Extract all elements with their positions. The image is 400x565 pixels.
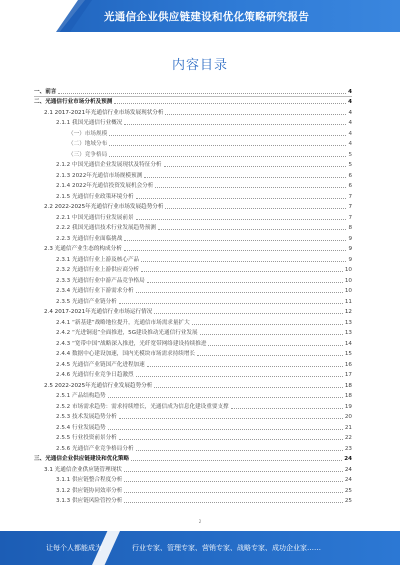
toc-leader-dots	[192, 324, 343, 325]
toc-entry[interactable]	[34, 306, 352, 317]
toc-entry[interactable]	[34, 180, 352, 191]
toc-entry-title: 3.1.2 供应链协同效率分析	[56, 487, 123, 494]
toc-divider	[34, 96, 352, 97]
toc-entry[interactable]	[34, 474, 352, 485]
toc-entry-page: 12	[344, 309, 352, 315]
toc-entry[interactable]	[34, 390, 352, 401]
toc-entry-title: 3.1 光通信企业供应链管理现状	[44, 466, 122, 473]
toc-entry[interactable]	[34, 243, 352, 254]
toc-entry[interactable]	[34, 463, 352, 474]
toc-entry-title: 2.4.5 光通信产业链国产化进程加速	[56, 361, 145, 368]
toc-leader-dots	[208, 345, 342, 346]
toc-leader-dots	[124, 240, 346, 241]
toc-leader-dots	[147, 282, 343, 283]
page-header-banner	[0, 0, 400, 32]
toc-entry-page: 23	[344, 445, 352, 452]
toc-entry-title: 三、光通信企业供应链建设和优化策略	[34, 456, 130, 462]
toc-entry-page: 4	[348, 120, 352, 126]
toc-entry-title: （二）地域分布	[68, 141, 108, 147]
toc-entry-page: 5	[348, 151, 352, 158]
toc-entry-title: 2.3.5 光通信产业链分析	[56, 298, 117, 305]
toc-entry-title: 2.2.1 中国光通信行业发展前景	[56, 214, 134, 221]
toc-entry-page: 18	[344, 382, 352, 389]
table-of-contents	[34, 85, 352, 505]
toc-entry-title: 2.5.6 光通信产业竞争格局分析	[56, 445, 134, 452]
toc-entry-page: 21	[344, 424, 352, 431]
toc-entry-title: 2.4.4 数据中心建设加速，国内光模块市场需求持续增长	[56, 351, 196, 357]
toc-entry-page: 22	[344, 435, 352, 441]
toc-entry-title: 2.3.1 光通信行业上游及核心产品	[56, 256, 140, 263]
toc-entry-page: 17	[344, 372, 352, 378]
toc-entry[interactable]	[34, 190, 352, 201]
toc-leader-dots	[109, 156, 346, 157]
toc-entry-page: 24	[344, 477, 352, 483]
toc-entry-page: 7	[348, 204, 352, 210]
toc-entry-page: 9	[348, 235, 352, 242]
toc-entry-title: 2.5.4 行业发展趋势	[56, 424, 106, 431]
toc-entry-title: 2.2.3 光通信行业面临挑战	[56, 235, 123, 242]
toc-leader-dots	[136, 450, 343, 451]
toc-entry-title: 3.1.1 供应链整合程度分析	[56, 477, 123, 483]
toc-entry[interactable]	[34, 117, 352, 128]
toc-entry[interactable]	[34, 442, 352, 453]
toc-entry[interactable]	[34, 106, 352, 117]
toc-leader-dots	[124, 492, 343, 493]
toc-entry[interactable]	[34, 348, 352, 359]
toc-entry-page: 11	[344, 298, 352, 305]
toc-entry-title: 一、前言	[34, 88, 57, 95]
toc-entry-title: 2.5.1 产品结构趋势	[56, 393, 106, 399]
toc-entry[interactable]	[34, 337, 352, 348]
toc-entry-page: 5	[348, 162, 352, 168]
toc-entry[interactable]	[34, 358, 352, 369]
toc-leader-dots	[158, 229, 347, 230]
toc-leader-dots	[164, 166, 347, 167]
toc-entry-page: 24	[344, 466, 352, 473]
toc-entry-title: 2.4.6 光通信行业竞争日趋激烈	[56, 372, 134, 378]
toc-leader-dots	[165, 114, 346, 115]
toc-leader-dots	[200, 334, 343, 335]
toc-entry-page: 10	[344, 277, 352, 284]
toc-leader-dots	[109, 145, 346, 146]
toc-entry[interactable]	[34, 421, 352, 432]
toc-entry-page: 25	[344, 487, 352, 494]
toc-entry-title: 二、光通信行业市场分析及预测	[34, 99, 113, 105]
toc-entry-page: 14	[344, 340, 352, 347]
toc-entry-page: 20	[344, 414, 352, 420]
toc-leader-dots	[124, 502, 343, 503]
toc-leader-dots	[141, 271, 343, 272]
toc-entry-title: 2.1.1 我国光通信行业概况	[56, 120, 123, 126]
toc-entry[interactable]	[34, 222, 352, 233]
toc-entry[interactable]	[34, 411, 352, 422]
toc-entry-page: 4	[348, 99, 352, 105]
toc-entry-title: 2.5 2022-2025年光通信行业发展趋势分析	[44, 382, 153, 389]
toc-entry-title: （一）市场规模	[68, 130, 108, 137]
toc-entry-page: 7	[348, 193, 352, 200]
toc-leader-dots	[136, 292, 343, 293]
toc-leader-dots	[109, 135, 346, 136]
toc-entry[interactable]	[34, 369, 352, 380]
toc-entry-page: 10	[344, 288, 352, 294]
toc-entry-title: 2.3.2 光通信行业上游供应商分析	[56, 267, 140, 273]
toc-entry-page: 7	[348, 214, 352, 221]
toc-leader-dots	[155, 187, 346, 188]
toc-leader-dots	[136, 198, 347, 199]
toc-entry[interactable]	[34, 285, 352, 296]
toc-entry-page: 10	[344, 267, 352, 273]
toc-heading: 内容目录	[171, 58, 228, 73]
toc-entry-title: 2.4.1 “新基建”战略地位提升，光通信市场需求量扩大	[56, 319, 190, 326]
toc-entry[interactable]	[34, 159, 352, 170]
footer-slogan: 让每个人都能成为	[46, 544, 102, 552]
toc-entry[interactable]	[34, 253, 352, 264]
toc-entry-title: （三）竞争格局	[68, 151, 108, 158]
page-number: 2	[198, 519, 202, 524]
toc-entry-page: 15	[344, 351, 352, 357]
toc-entry-page: 9	[348, 256, 352, 263]
toc-entry[interactable]	[34, 85, 352, 96]
toc-leader-dots	[58, 93, 346, 94]
toc-entry-title: 2.1.2 中国光通信企业发展现状及特征分析	[56, 162, 162, 168]
toc-leader-dots	[119, 303, 343, 304]
toc-entry[interactable]	[34, 232, 352, 243]
toc-entry-title: 2.2.2 我国光通信技术行业发展趋势预测	[56, 225, 156, 231]
toc-entry[interactable]	[34, 169, 352, 180]
toc-entry[interactable]	[34, 432, 352, 443]
toc-entry-title: 2.3 光通信产业生态的构成分析	[44, 246, 122, 252]
toc-entry-title: 2.1 2017-2021年光通信行业市场发展现状分析	[44, 109, 164, 116]
toc-entry[interactable]	[34, 295, 352, 306]
toc-entry-page: 6	[348, 172, 352, 179]
toc-entry[interactable]	[34, 201, 352, 212]
footer-roles: 行业专家、管理专家、营销专家、战略专家、成功企业家……	[132, 544, 321, 552]
toc-leader-dots	[197, 355, 343, 356]
toc-entry-page: 4	[348, 130, 352, 137]
toc-entry-title: 2.5.5 行业投资前景分析	[56, 435, 117, 441]
toc-leader-dots	[141, 261, 346, 262]
toc-entry[interactable]	[34, 96, 352, 107]
toc-leader-dots	[144, 177, 346, 178]
toc-entry-title: 2.4 2017-2021年光通信行业市场运行情况	[44, 309, 153, 315]
toc-leader-dots	[119, 439, 343, 440]
toc-entry-page: 19	[344, 403, 352, 410]
toc-entry[interactable]	[34, 264, 352, 275]
toc-entry-page: 9	[348, 246, 352, 252]
toc-leader-dots	[136, 376, 343, 377]
toc-entry[interactable]	[34, 211, 352, 222]
toc-entry[interactable]	[34, 453, 352, 464]
toc-leader-dots	[124, 250, 347, 251]
toc-leader-dots	[119, 418, 343, 419]
toc-leader-dots	[108, 397, 343, 398]
toc-entry-title: 2.4.2 “光进铜退”全面推进，5G建设推动光通信行业发展	[56, 330, 198, 336]
toc-entry-page: 8	[348, 225, 352, 231]
toc-entry-page: 25	[344, 498, 352, 504]
toc-entry[interactable]	[34, 148, 352, 159]
toc-entry-page: 4	[348, 109, 352, 116]
toc-leader-dots	[124, 124, 346, 125]
toc-entry[interactable]	[34, 274, 352, 285]
toc-leader-dots	[165, 208, 346, 209]
toc-entry-page: 4	[348, 88, 352, 95]
toc-leader-dots	[124, 471, 343, 472]
toc-entry-title: 2.2 2022-2025年光通信行业市场发展趋势分析	[44, 204, 164, 210]
toc-entry[interactable]	[34, 327, 352, 338]
toc-entry-title: 2.1.3 2022年光通信市场规模预测	[56, 172, 143, 179]
toc-entry-page: 4	[348, 141, 352, 147]
toc-entry[interactable]	[34, 379, 352, 390]
toc-entry[interactable]	[34, 495, 352, 506]
toc-entry[interactable]	[34, 484, 352, 495]
toc-leader-dots	[131, 460, 342, 461]
toc-leader-dots	[154, 387, 343, 388]
report-title: 光通信企业供应链建设和优化策略研究报告	[104, 11, 310, 23]
toc-entry-title: 3.1.3 供应链风险管控分析	[56, 498, 123, 504]
toc-entry-page: 24	[344, 456, 352, 462]
page-footer-banner	[0, 531, 400, 565]
toc-entry-page: 13	[344, 319, 352, 326]
toc-entry[interactable]	[34, 400, 352, 411]
toc-entry-title: 2.5.2 市场需求趋势：需求持续增长，光通信成为信息化建设重要支撑	[56, 403, 229, 410]
toc-entry-page: 18	[344, 393, 352, 399]
toc-entry-title: 2.1.4 2022年光通信投资发展机会分析	[56, 183, 154, 189]
toc-leader-dots	[114, 103, 346, 104]
toc-entry-page: 13	[344, 330, 352, 336]
toc-entry[interactable]	[34, 316, 352, 327]
toc-entry-title: 2.3.3 光通信行业中游产品竞争格局	[56, 277, 145, 284]
toc-leader-dots	[124, 481, 343, 482]
toc-entry-title: 2.3.4 光通信行业下游需求分析	[56, 288, 134, 294]
toc-leader-dots	[231, 408, 343, 409]
toc-leader-dots	[147, 366, 343, 367]
toc-leader-dots	[108, 429, 343, 430]
toc-leader-dots	[154, 313, 343, 314]
toc-entry-page: 16	[344, 361, 352, 368]
toc-entry[interactable]	[34, 127, 352, 138]
toc-entry-title: 2.1.5 光通信行业政策环境分析	[56, 193, 134, 200]
toc-entry-title: 2.4.3 “宽带中国”战略深入推进，光纤宽带网络建设持续推进	[56, 340, 207, 347]
toc-entry[interactable]	[34, 138, 352, 149]
toc-leader-dots	[136, 219, 347, 220]
toc-entry-page: 6	[348, 183, 352, 189]
toc-entry-title: 2.5.3 技术发展趋势分析	[56, 414, 117, 420]
